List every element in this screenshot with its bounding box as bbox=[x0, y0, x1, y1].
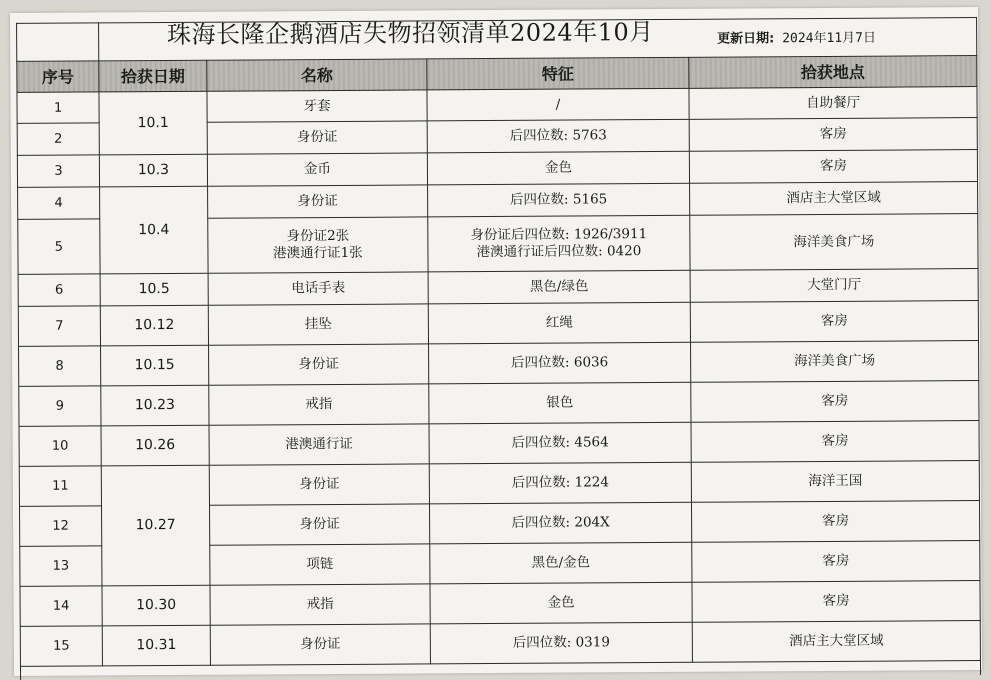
row-no: 8 bbox=[19, 346, 101, 387]
row-date: 10.3 bbox=[99, 154, 207, 187]
table-row bbox=[20, 581, 980, 627]
row-no: 7 bbox=[18, 306, 100, 347]
row-name: 项链 bbox=[210, 544, 430, 585]
row-place: 客房 bbox=[691, 421, 979, 463]
row-place: 客房 bbox=[690, 301, 978, 343]
row-feature: 黑色/绿色 bbox=[428, 270, 690, 304]
row-no: 5 bbox=[18, 219, 100, 274]
row-place: 客房 bbox=[692, 541, 980, 583]
row-no: 6 bbox=[18, 274, 100, 307]
row-date: 10.12 bbox=[100, 305, 208, 346]
row-date: 10.15 bbox=[101, 345, 209, 386]
row-name: 挂坠 bbox=[208, 304, 428, 345]
row-no: 12 bbox=[19, 506, 101, 547]
title-row bbox=[17, 18, 977, 62]
header-name: 名称 bbox=[207, 59, 427, 91]
row-name: 戒指 bbox=[209, 384, 429, 425]
header-no: 序号 bbox=[17, 61, 99, 93]
row-name: 金币 bbox=[207, 153, 427, 186]
row-feature bbox=[428, 215, 690, 272]
document-title: 珠海长隆企鹅酒店失物招领清单2024年10月 bbox=[167, 18, 654, 50]
row-place: 客房 bbox=[692, 581, 980, 623]
row-feature: 金色 bbox=[427, 151, 689, 185]
update-date-value: 2024年11月7日 bbox=[782, 30, 877, 47]
row-no: 9 bbox=[19, 386, 101, 427]
row-name: 戒指 bbox=[210, 584, 430, 625]
row-name-line: 港澳通行证1张 bbox=[273, 244, 363, 262]
row-feature: 后四位数: 1224 bbox=[429, 462, 691, 504]
title-corner-cell bbox=[17, 23, 99, 62]
document-sheet bbox=[10, 7, 982, 676]
update-date bbox=[717, 30, 876, 48]
row-date: 10.4 bbox=[100, 186, 209, 274]
table-row bbox=[19, 381, 979, 427]
row-name-line: 身份证2张 bbox=[286, 227, 350, 245]
row-feature-line: 港澳通行证后四位数: 0420 bbox=[476, 243, 642, 261]
row-name: 身份证 bbox=[210, 624, 430, 665]
row-feature: 后四位数: 0319 bbox=[430, 622, 692, 664]
row-date: 10.27 bbox=[101, 465, 210, 586]
row-place: 海洋王国 bbox=[691, 461, 979, 503]
table-row bbox=[19, 341, 979, 387]
row-name: 港澳通行证 bbox=[209, 424, 429, 465]
row-date: 10.31 bbox=[102, 625, 210, 666]
row-place: 客房 bbox=[691, 501, 979, 543]
row-place: 海洋美食广场 bbox=[690, 214, 978, 271]
row-date: 10.26 bbox=[101, 425, 209, 466]
row-date: 10.30 bbox=[102, 585, 210, 626]
row-name: 身份证 bbox=[209, 464, 429, 505]
title-cell bbox=[99, 18, 977, 61]
row-feature: 黑色/金色 bbox=[430, 542, 692, 584]
row-date: 10.5 bbox=[100, 273, 208, 306]
row-feature: / bbox=[427, 88, 689, 121]
row-name: 电话手表 bbox=[208, 272, 428, 305]
row-no: 10 bbox=[19, 426, 101, 467]
row-feature: 后四位数: 5165 bbox=[428, 183, 690, 217]
row-no: 11 bbox=[19, 466, 101, 507]
row-name: 身份证 bbox=[209, 504, 429, 545]
header-place: 拾获地点 bbox=[689, 56, 977, 89]
row-name: 牙套 bbox=[207, 90, 427, 122]
row-name: 身份证 bbox=[208, 185, 428, 218]
table-row bbox=[19, 421, 979, 467]
row-place: 酒店主大堂区域 bbox=[690, 182, 978, 216]
row-feature: 金色 bbox=[430, 582, 692, 624]
lost-and-found-table bbox=[16, 17, 981, 680]
row-feature: 后四位数: 204X bbox=[429, 502, 691, 544]
table-row bbox=[18, 301, 978, 347]
row-place: 海洋美食广场 bbox=[691, 341, 979, 383]
table-row bbox=[19, 461, 979, 507]
row-place: 客房 bbox=[691, 381, 979, 423]
table-row bbox=[20, 621, 980, 667]
row-place: 大堂门厅 bbox=[690, 269, 978, 303]
row-date: 10.1 bbox=[99, 91, 207, 155]
header-date: 拾获日期 bbox=[99, 60, 207, 92]
row-name: 身份证 bbox=[207, 121, 427, 154]
row-name: 身份证 bbox=[209, 344, 429, 385]
row-no: 3 bbox=[17, 155, 99, 188]
row-place: 客房 bbox=[689, 118, 977, 152]
row-name bbox=[208, 217, 428, 273]
row-feature: 后四位数: 4564 bbox=[429, 422, 691, 464]
update-date-label: 更新日期: bbox=[717, 31, 775, 47]
row-no: 2 bbox=[17, 123, 99, 156]
header-feature: 特征 bbox=[427, 57, 689, 90]
row-no: 14 bbox=[20, 586, 102, 627]
row-no: 4 bbox=[18, 187, 100, 220]
row-place: 客房 bbox=[689, 150, 977, 184]
row-date: 10.23 bbox=[101, 385, 209, 426]
row-no: 1 bbox=[17, 92, 99, 124]
row-no: 13 bbox=[20, 546, 102, 587]
row-feature: 银色 bbox=[429, 382, 691, 424]
row-no: 15 bbox=[20, 626, 102, 667]
row-feature-line: 身份证后四位数: 1926/3911 bbox=[470, 226, 648, 244]
row-place: 酒店主大堂区域 bbox=[692, 621, 980, 663]
row-feature: 红绳 bbox=[428, 302, 690, 344]
row-place: 自助餐厅 bbox=[689, 87, 977, 120]
row-feature: 后四位数: 6036 bbox=[429, 342, 691, 384]
row-feature: 后四位数: 5763 bbox=[427, 119, 689, 153]
